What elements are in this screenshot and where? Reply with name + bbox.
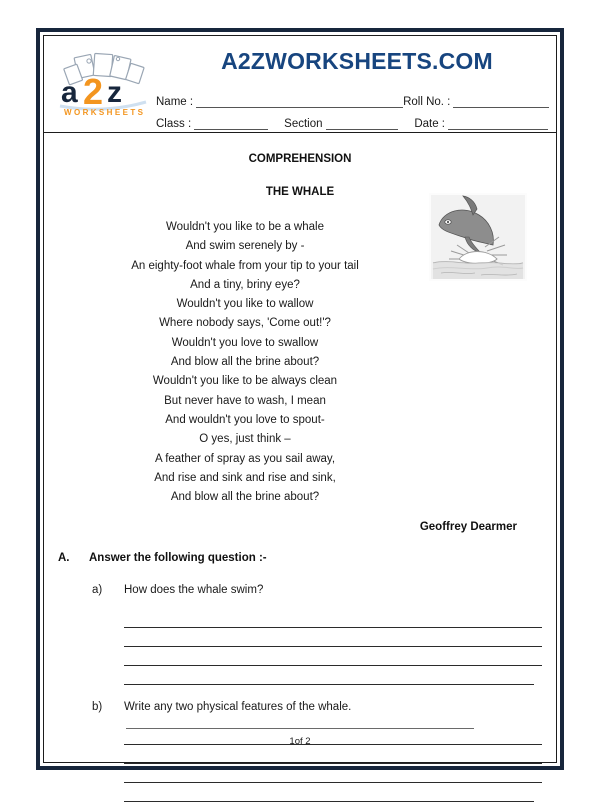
logo-icon [56,52,152,118]
question-marker: b) [92,701,103,714]
worksheet-inner-frame [43,35,557,763]
field-row-class [156,108,548,130]
svg-text:a: a [61,76,78,109]
question-text: How does the whale swim? [124,584,264,597]
a2z-worksheets-logo [56,52,152,118]
worksheet-header [44,36,556,133]
date-label: Date : [414,118,445,130]
svg-text:z: z [107,76,122,109]
poem-line: O yes, just think – [199,433,291,446]
poem-line: And swim serenely by - [185,240,305,253]
worksheet-page [36,28,564,770]
answer-area[interactable] [44,609,556,685]
class-label: Class : [156,118,192,130]
answer-line[interactable] [124,628,542,647]
section-field[interactable] [284,118,397,130]
poem-line: Wouldn't you like to wallow [176,298,314,311]
question-item [44,584,556,596]
name-label: Name : [156,96,194,108]
poem-line: And rise and sink and rise and sink, [154,471,336,484]
poem-line: Wouldn't you like to be a whale [166,221,324,233]
poem-line: Where nobody says, 'Come out!'? [159,317,331,330]
page-number: 1of 2 [289,736,311,747]
answer-line[interactable] [124,647,542,666]
section-input[interactable] [326,118,398,130]
svg-text:WORKSHEETS: WORKSHEETS [64,108,146,117]
worksheet-footer [44,726,556,762]
site-title: A2ZWORKSHEETS.COM [221,48,493,74]
roll-no-label: Roll No. : [403,96,451,108]
poem-line: And a tiny, briny eye? [190,278,300,291]
roll-no-field[interactable] [403,96,549,108]
section-title: Answer the following question :- [89,552,267,565]
poem-line: And blow all the brine about? [170,491,320,504]
answer-line[interactable] [124,666,534,685]
svg-text:2: 2 [83,71,104,112]
section-label: Section [284,118,323,130]
roll-no-input[interactable] [453,96,549,108]
question-marker: a) [92,584,103,597]
name-field[interactable] [156,96,403,108]
footer-divider [126,728,474,729]
student-info-fields [156,86,548,130]
answer-line[interactable] [124,609,542,628]
answer-line[interactable] [124,764,542,783]
question-item [44,701,556,713]
poem-line: But never have to wash, I mean [164,394,326,407]
poem-line: And blow all the brine about? [170,356,320,369]
section-marker: A. [58,552,70,565]
poem-line: Wouldn't you like to be always clean [152,375,338,388]
class-input[interactable] [194,118,268,130]
date-input[interactable] [448,118,548,130]
date-field[interactable] [414,118,548,130]
page-title: COMPREHENSION [248,153,352,165]
answer-line[interactable] [124,783,534,802]
poem-author: Geoffrey Dearmer [419,521,517,534]
class-field[interactable] [156,118,268,130]
question-text: Write any two physical features of the whale. [124,701,352,714]
poem-line: Wouldn't you love to swallow [171,336,319,349]
poem-title: THE WHALE [265,186,335,198]
poem-line: And wouldn't you love to spout- [165,413,325,426]
name-input[interactable] [196,96,403,108]
worksheet-body [44,153,556,762]
poem-line: An eighty-foot whale from your tip to your tail [131,259,359,272]
section-a-heading [44,552,556,564]
poem-body [44,218,556,507]
poem-line: A feather of spray as you sail away, [154,452,336,465]
field-row-name [156,86,548,108]
